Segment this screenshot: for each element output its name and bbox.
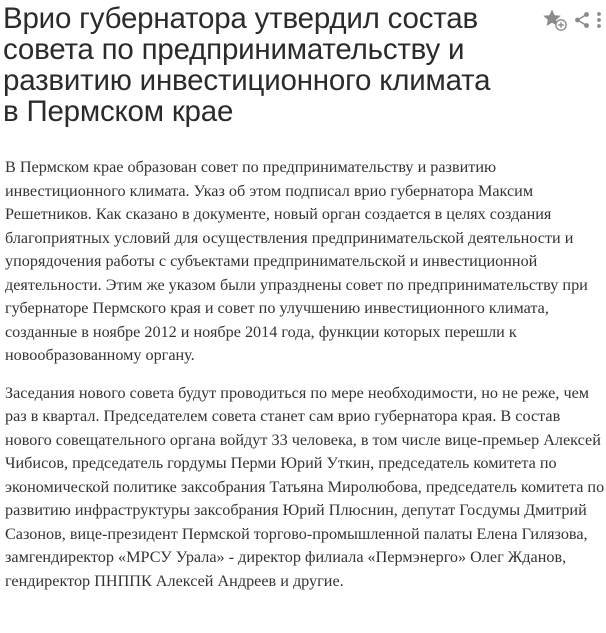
- more-button[interactable]: [596, 11, 602, 29]
- share-icon: [574, 11, 590, 29]
- article-toolbar: [542, 8, 602, 32]
- article-paragraph: В Пермском крае образован совет по предпринимательству и развитию инвестиционного климата. Указ об этом подписал врио губернатора Максим Решетников. Как сказано в документе, новый орган создается в целях создания благоприятных условий для осуществления предпринимательской деятельности и упорядочения работы с субъектами предпринимательской и инвестиционной деятельности. Этим же указом были упразднены совет по предпринимательству при губернаторе Пермского края и совет по улучшению инвестиционного климата, созданные в ноябре 2012 и ноябре 2014 года, функции которых перешли к новообразованному органу.: [5, 158, 588, 364]
- favorite-button[interactable]: [542, 8, 568, 32]
- article-title: Врио губернатора утвердил состав совета по предпринимательству и развитию инвестиционного климата в Пермском крае: [3, 2, 491, 128]
- star-add-icon: [542, 8, 568, 32]
- article-paragraph: Заседания нового совета будут проводиться по мере необходимости, но не реже, чем раз в квартал. Председателем совета станет сам врио губернатора края. В состав нового совещательного органа войдут 33 человека, в том числе вице-премьер Алексей Чибисов, председатель гордумы Перми Юрий Уткин, председатель комитета по экономической политике заксобрания Татьяна Миролюбова, председатель комитета по развитию инфраструктуры заксобрания Юрий Плюснин, депутат Госдумы Дмитрий Сазонов, вице-президент Пермской торгово-промышленной палаты Елена Гилязова, замгендиректор «МРСУ Урала» - директор филиала «Пермэнерго» Олег Жданов, гендиректор ПНППК Алексей Андреев и другие.: [5, 383, 605, 590]
- article-body: [5, 156, 605, 607]
- share-button[interactable]: [574, 11, 590, 29]
- more-vertical-icon: [596, 11, 602, 29]
